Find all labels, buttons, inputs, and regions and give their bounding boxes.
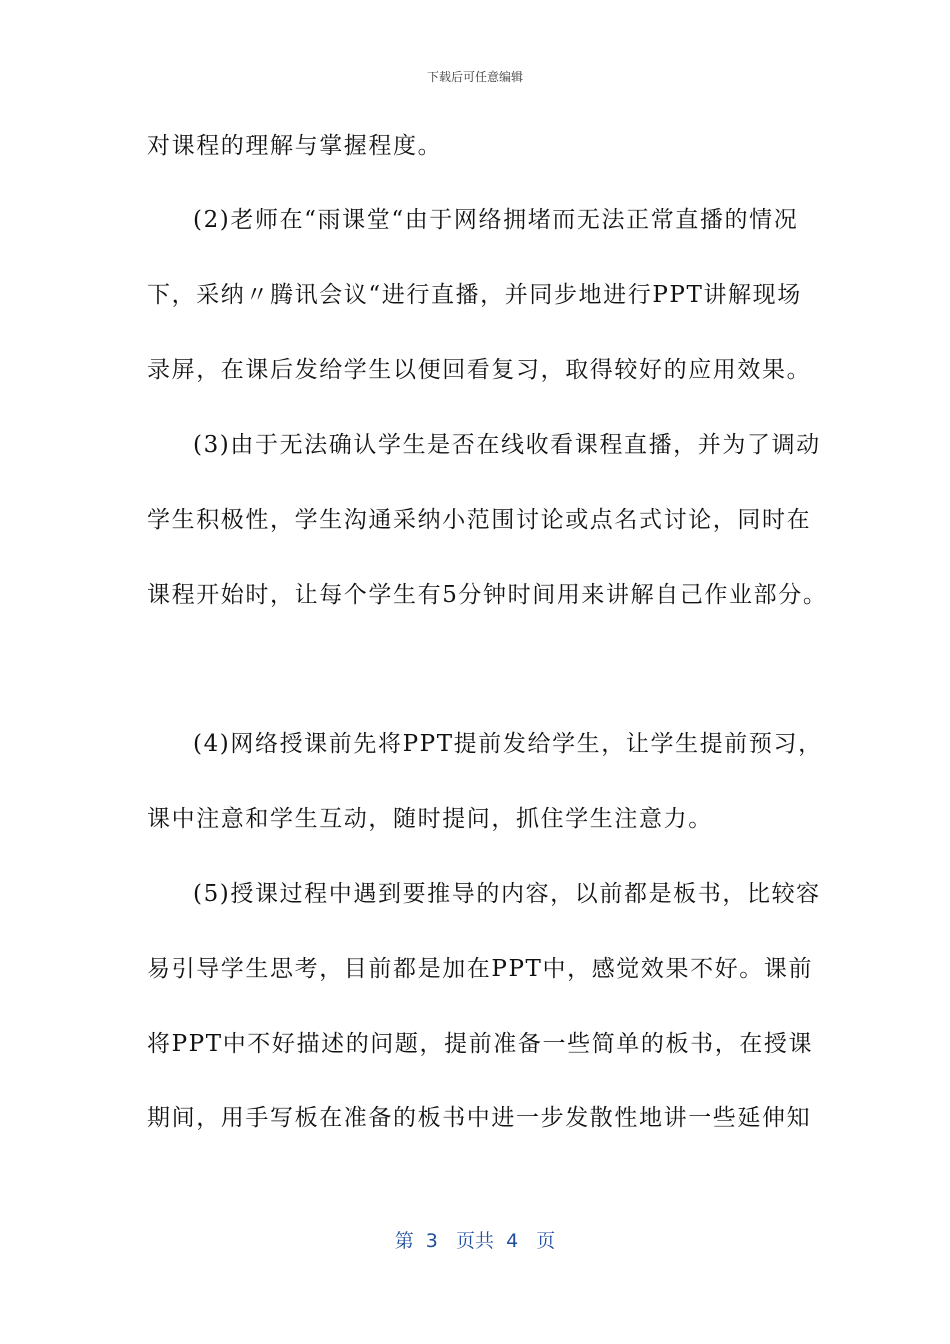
paragraph-line: 录屏，在课后发给学生以便回看复习，取得较好的应用效果。 [147, 357, 812, 383]
paragraph-line: (5)授课过程中遇到要推导的内容，以前都是板书，比较容 [193, 881, 821, 907]
paragraph-line: 课中注意和学生互动，随时提问，抓住学生注意力。 [147, 806, 713, 832]
paragraph-line: (2)老师在“雨课堂“由于网络拥堵而无法正常直播的情况 [193, 207, 799, 233]
download-note: 下载后可任意编辑 [426, 70, 523, 84]
page-number-footer: 第 3 页共 4 页 [394, 1230, 556, 1252]
paragraph-line: (4)网络授课前先将PPT提前发给学生，让学生提前预习， [193, 731, 823, 757]
paragraph-line: 将PPT中不好描述的问题，提前准备一些简单的板书，在授课 [147, 1031, 814, 1057]
paragraph-line: (3)由于无法确认学生是否在线收看课程直播，并为了调动 [193, 432, 821, 458]
paragraph-line: 课程开始时，让每个学生有5分钟时间用来讲解自己作业部分。 [147, 582, 828, 608]
paragraph-line: 期间，用手写板在准备的板书中进一步发散性地讲一些延伸知 [147, 1105, 812, 1131]
paragraph-line: 易引导学生思考，目前都是加在PPT中，感觉效果不好。课前 [147, 956, 814, 982]
paragraph-line: 学生积极性，学生沟通采纳小范围讨论或点名式讨论，同时在 [147, 507, 812, 533]
paragraph-line: 对课程的理解与掌握程度。 [147, 133, 443, 159]
paragraph-line: 下，采纳〃腾讯会议“进行直播，并同步地进行PPT讲解现场 [147, 282, 802, 308]
